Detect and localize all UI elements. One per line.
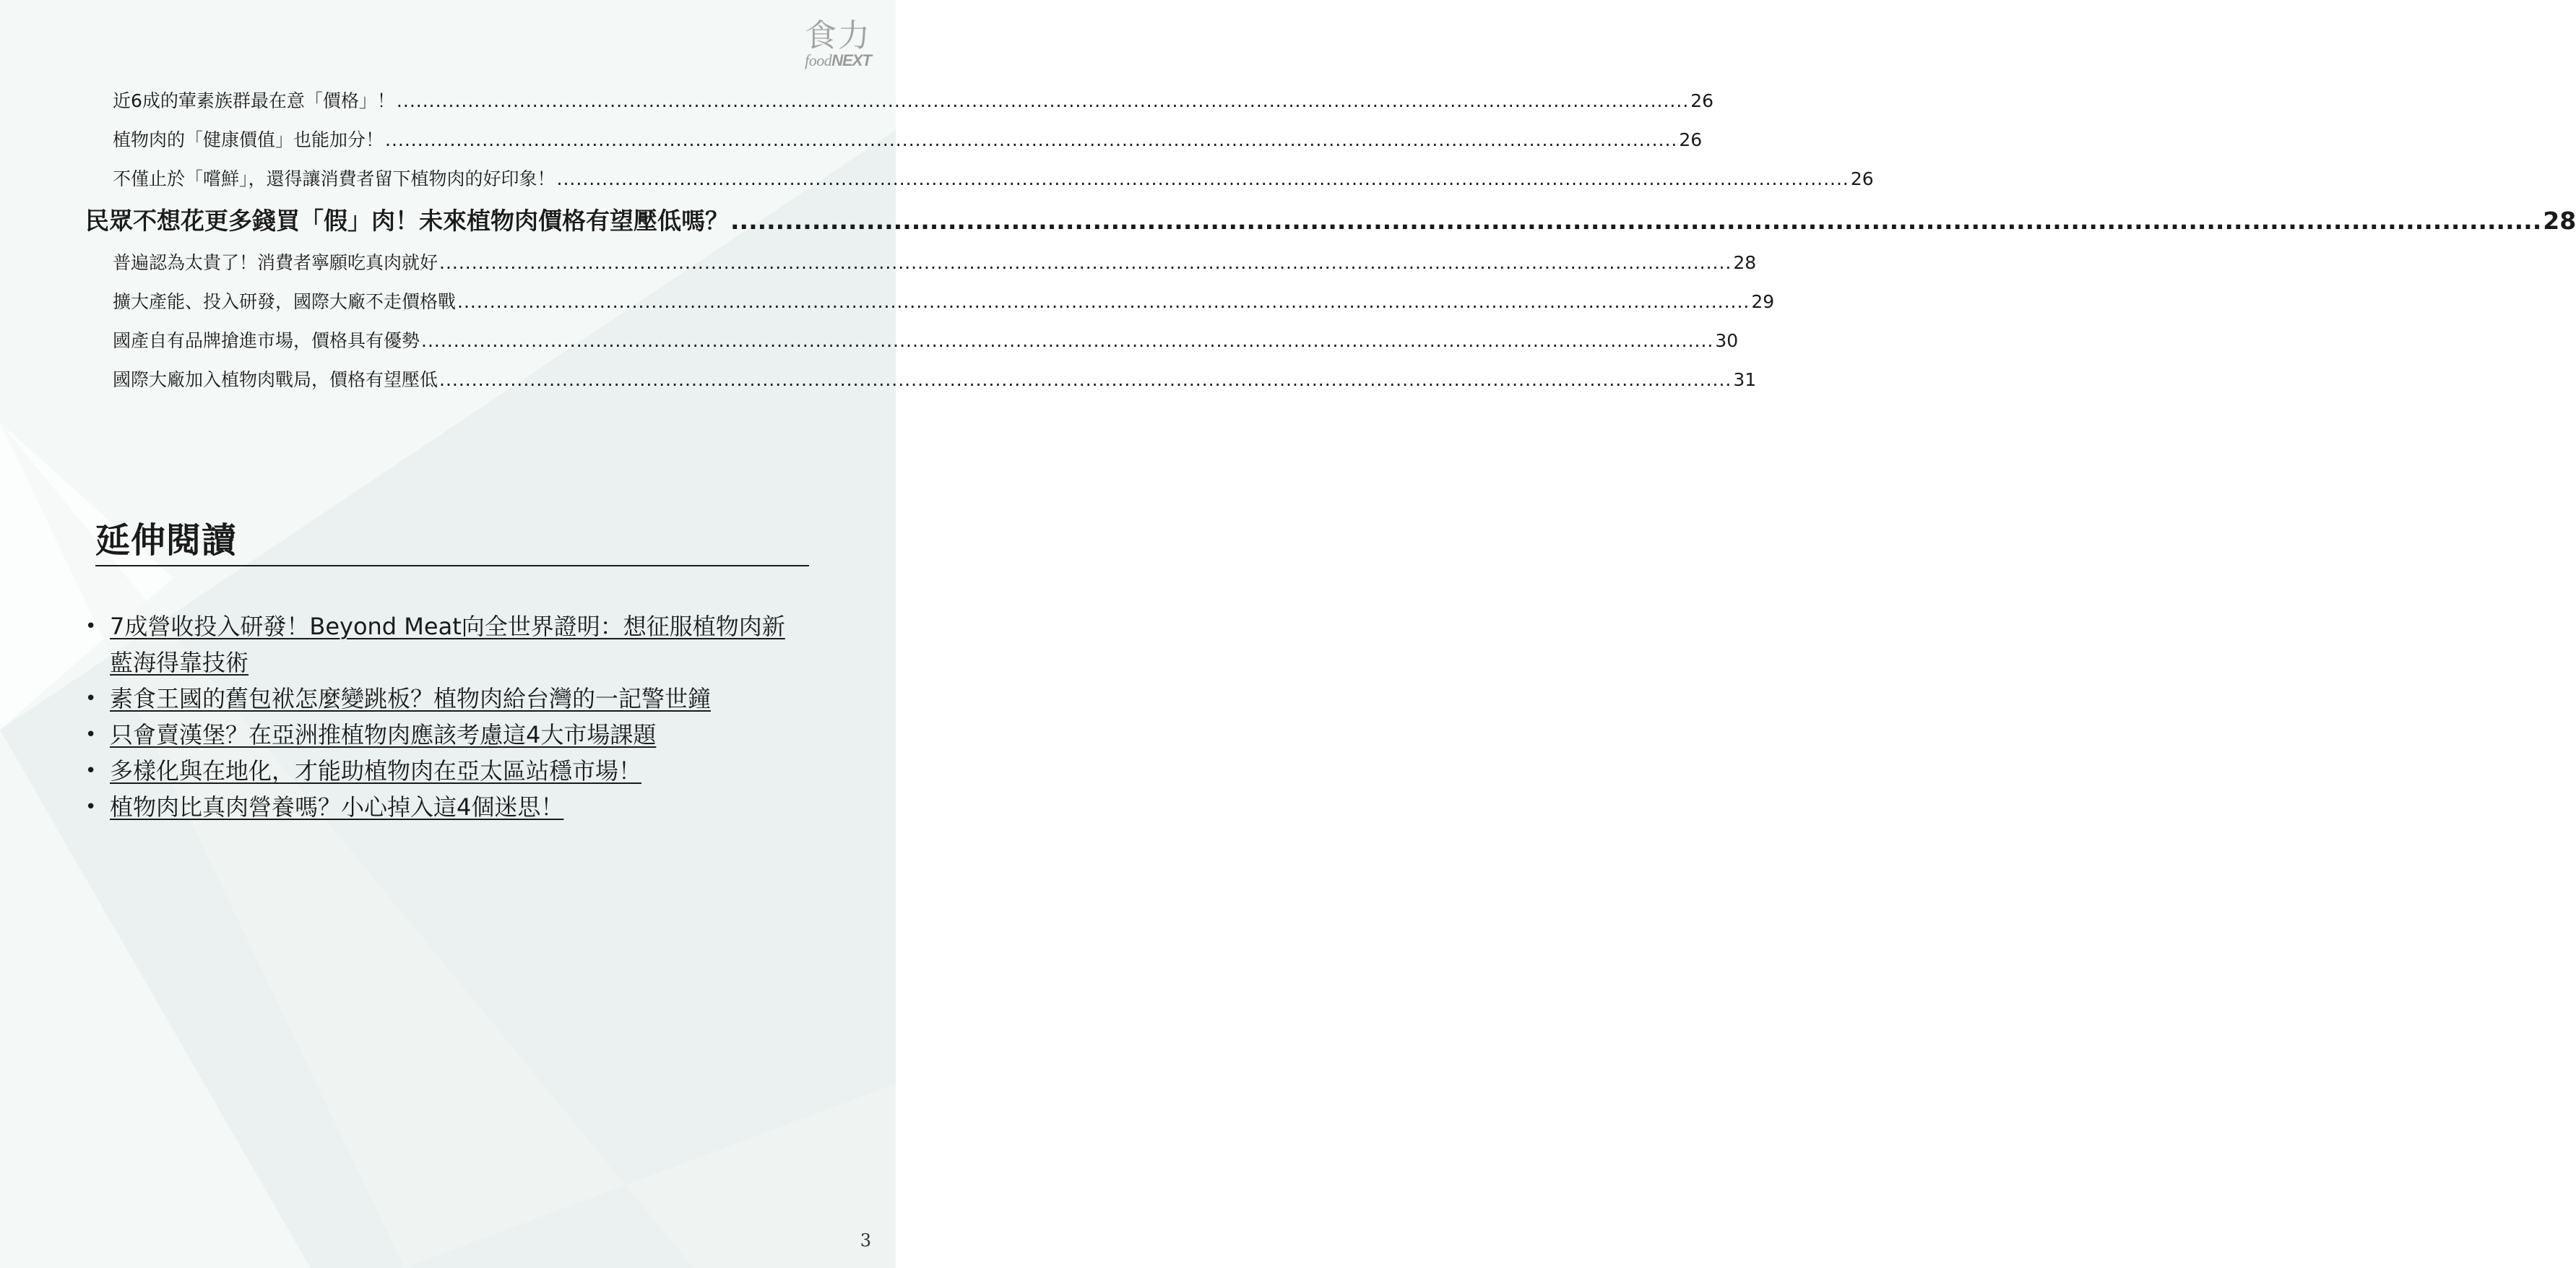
bullet-icon: • [85,724,97,746]
toc-entry-title: 普遍認為太貴了！消費者寧願吃真肉就好 [113,252,438,273]
toc-entry-title: 不僅止於「嚐鮮」，還得讓消費者留下植物肉的好印象！ [113,168,556,189]
toc-entry-title: 民眾不想花更多錢買「假」肉！未來植物肉價格有望壓低嗎？ [85,207,729,235]
toc-entry-title: 植物肉的「健康價值」也能加分！ [113,129,384,150]
toc-leader-dots: ........................................................................................................................................................................................................ [385,129,1678,150]
bullet-icon: • [85,616,97,637]
bullet-icon: • [85,688,97,710]
toc-leader-dots: ........................................................................................................................................................................................................ [457,291,1750,312]
toc-entry-page: 26 [1679,129,1703,150]
toc-entry-page: 29 [1751,291,1775,312]
toc-entry[interactable] [113,289,1775,315]
list-item [85,681,800,717]
toc-entry[interactable] [113,88,1714,114]
toc-leader-dots: ........................................................................................................................................................................................................ [439,369,1732,390]
article-link[interactable]: 7成營收投入研發！Beyond Meat向全世界證明：想征服植物肉新藍海得靠技術 [110,613,785,676]
article-link[interactable]: 植物肉比真肉營養嗎？小心掉入這4個迷思！ [110,793,564,821]
logo-english: foodNEXT [805,51,871,69]
bullet-icon: • [85,760,97,782]
extended-reading-list [85,608,800,825]
toc-entry-title: 國際大廠加入植物肉戰局，價格有望壓低 [113,369,438,390]
toc-entry-page: 31 [1733,369,1757,390]
toc-entry[interactable] [113,250,1757,276]
toc-entry-page: 28 [2543,207,2576,235]
toc-leader-dots: ........................................................................................................................................................................................................ [421,330,1714,351]
toc-entry[interactable] [113,166,1874,192]
page-number: 3 [860,1230,871,1251]
toc-leader-dots: ........................................................................................................................................................................................................ [439,252,1732,273]
list-item [85,753,800,789]
list-item [85,789,800,825]
toc-chapter-entry[interactable] [85,204,2576,238]
article-link[interactable]: 素食王國的舊包袱怎麼變跳板？植物肉給台灣的一記警世鐘 [110,685,712,712]
toc-entry-page: 26 [1850,168,1874,189]
article-link[interactable]: 多樣化與在地化，才能助植物肉在亞太區站穩市場！ [110,757,642,785]
toc-entry-page: 28 [1733,252,1757,273]
toc-entry[interactable] [113,127,1703,153]
toc-entry-title: 近6成的葷素族群最在意「價格」！ [113,90,395,111]
list-item [85,717,800,753]
list-item [85,608,800,681]
foodnext-logo [800,19,876,69]
toc-entry-title: 擴大產能、投入研發，國際大廠不走價格戰 [113,291,457,312]
toc-entry[interactable] [113,328,1739,354]
article-link[interactable]: 只會賣漢堡？在亞洲推植物肉應該考慮這4大市場課題 [110,721,657,749]
logo-chinese: 食力 [805,17,871,54]
bullet-icon: • [85,796,97,818]
toc-entry-page: 26 [1690,90,1714,111]
extended-reading-section-heading [95,520,809,566]
extended-reading-title: 延伸閱讀 [95,520,238,561]
toc-entry-page: 30 [1715,330,1739,351]
toc-leader-dots: ........................................................................................................................................................................................................ [556,168,1849,189]
toc-entry[interactable] [113,367,1757,393]
toc-leader-dots: ........................................................................................................................................................................................................ [730,207,2542,235]
toc-leader-dots: ........................................................................................................................................................................................................ [396,90,1690,111]
toc-entry-title: 國產自有品牌搶進市場，價格具有優勢 [113,330,420,351]
